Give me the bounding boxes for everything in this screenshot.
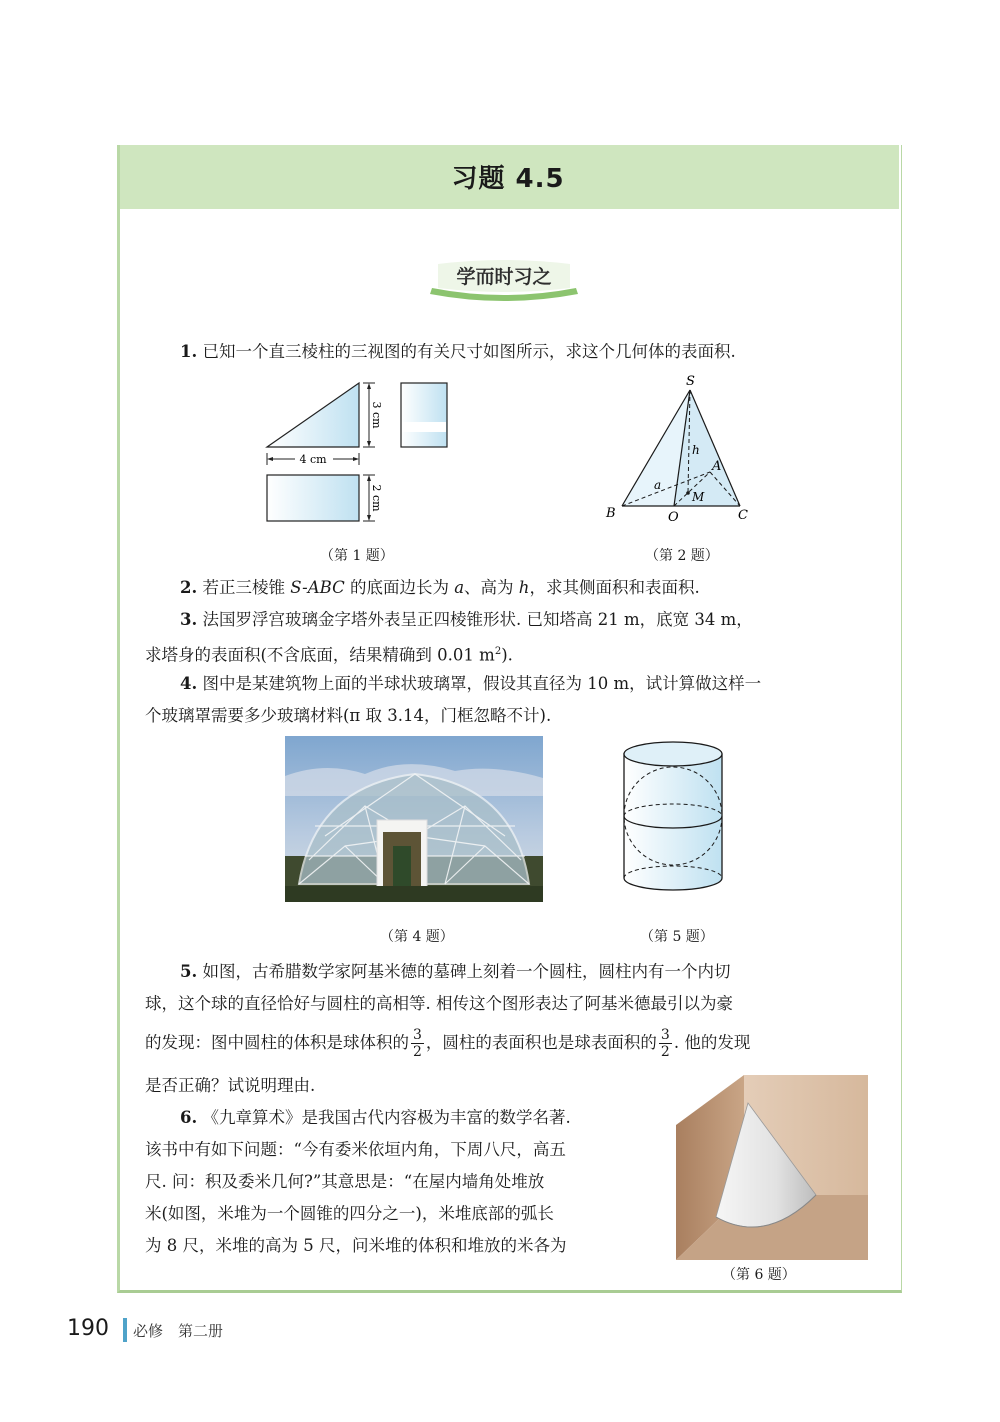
dim-height-label: 3 cm — [370, 401, 383, 429]
svg-text:B: B — [606, 506, 616, 521]
figure-6-caption: （第 6 题） — [722, 1267, 796, 1283]
problem-6-line-5: 为 8 尺，米堆的高为 5 尺，问米堆的体积和堆放的米各为 — [145, 1236, 567, 1255]
page-number: 190 — [67, 1316, 109, 1341]
dim-width-label: 4 cm — [299, 453, 327, 466]
fraction-three-halves: $\frac{3}{2}$ — [413, 1027, 422, 1060]
figure-4-dome-photo — [285, 736, 543, 902]
problem-1 — [180, 336, 736, 368]
side-view-rect — [401, 383, 447, 447]
problem-6-line-2: 该书中有如下问题：“今有委米依垣内角，下周八尺，高五 — [145, 1140, 566, 1159]
footer-accent-bar — [123, 1318, 127, 1342]
problem-6-line-4: 米(如图，米堆为一个圆锥的四分之一)，米堆底部的弧长 — [145, 1204, 554, 1223]
figure-6-rice-pile-corner — [676, 1075, 868, 1260]
problem-5-line-3: 的发现：图中圆柱的体积是球体积的 $\frac{3}{2}$ ，圆柱的表面积也是球表面积的 $\frac{3}{2}$ . 他的发现 — [145, 1027, 751, 1060]
problem-4: 4. 图中是某建筑物上面的半球状玻璃罩，假设其直径为 10 m，试计算做这样一 — [180, 674, 762, 693]
figure-2-caption: （第 2 题） — [645, 548, 719, 564]
front-view-triangle — [267, 383, 359, 447]
problem-number: 1. — [180, 342, 198, 361]
svg-text:S: S — [686, 374, 695, 389]
svg-text:C: C — [738, 508, 748, 523]
svg-text:h: h — [692, 443, 700, 457]
fraction-three-halves: $\frac{3}{2}$ — [660, 1027, 670, 1060]
book-volume: 必修 第二册 — [133, 1322, 224, 1340]
svg-text:M: M — [692, 490, 705, 504]
problem-6-line-3: 尺. 问：积及委米几何?”其意思是：“在屋内墙角处堆放 — [145, 1172, 545, 1191]
svg-text:O: O — [668, 510, 679, 525]
problem-5-line-2: 球，这个球的直径恰好与圆柱的高相等. 相传这个图形表达了阿基米德最引以为豪 — [145, 994, 733, 1013]
figure-4-caption: （第 4 题） — [380, 929, 454, 945]
section-badge: 学而时习之 — [456, 266, 552, 288]
figure-1-caption: （第 1 题） — [320, 548, 394, 564]
figure-5-cylinder-sphere — [610, 736, 736, 898]
problem-text: 已知一个直三棱柱的三视图的有关尺寸如图所示，求这个几何体的表面积. — [202, 342, 736, 361]
top-view-rect — [267, 475, 359, 521]
problem-2: 2. 若正三棱锥 S-ABC 的底面边长为 a、高为 h，求其侧面积和表面积. — [180, 578, 700, 597]
dim-depth-label: 2 cm — [370, 484, 383, 512]
problem-4-line-2: 个玻璃罩需要多少玻璃材料(π 取 3.14，门框忽略不计). — [145, 706, 552, 725]
figure-1-three-views — [255, 375, 485, 535]
problem-5-line-4: 是否正确？试说明理由. — [145, 1076, 316, 1095]
page-title: 习题 4.5 — [451, 164, 565, 194]
problem-3-line-2: 求塔身的表面积(不含底面，结果精确到 0.01 $m^2$). — [145, 645, 513, 665]
figure-2-pyramid — [600, 372, 760, 532]
pyramid-name: S-ABC — [290, 578, 345, 597]
problem-3: 3. 法国罗浮宫玻璃金字塔外表呈正四棱锥形状. 已知塔高 21 m，底宽 34 m， — [180, 610, 753, 629]
problem-6: 6. 《九章算术》是我国古代内容极为丰富的数学名著. — [180, 1108, 571, 1127]
svg-text:a: a — [654, 478, 662, 492]
svg-text:A: A — [712, 459, 722, 474]
problem-5: 5. 如图，古希腊数学家阿基米德的墓碑上刻着一个圆柱，圆柱内有一个内切 — [180, 962, 731, 981]
figure-5-caption: （第 5 题） — [640, 929, 714, 945]
